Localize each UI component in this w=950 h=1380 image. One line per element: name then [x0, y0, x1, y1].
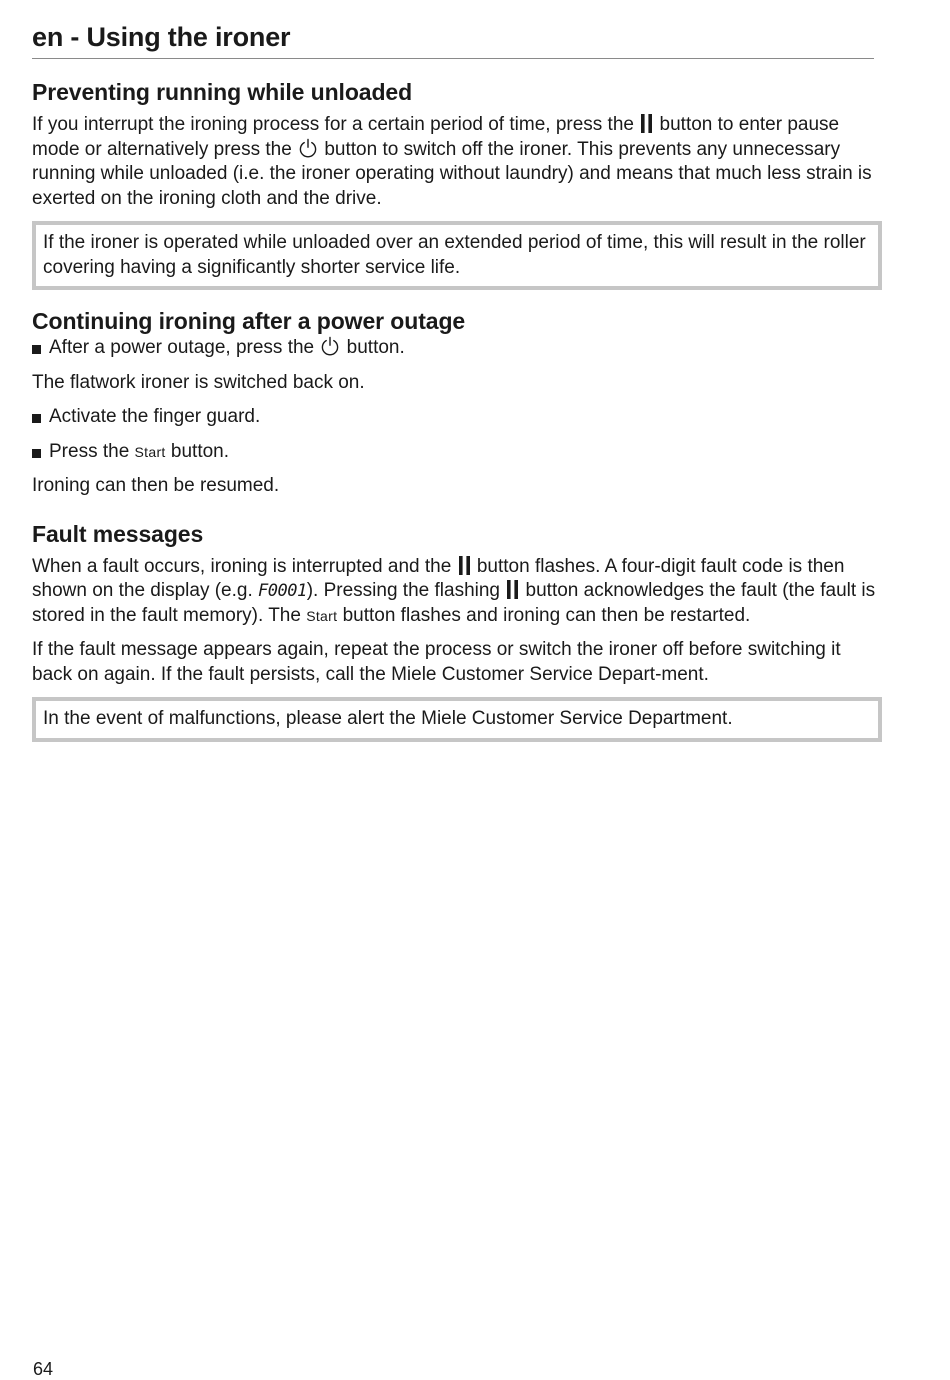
page-title: en - Using the ironer [32, 22, 291, 52]
pause-icon [458, 556, 471, 575]
step-press-power: After a power outage, press the button. [32, 336, 878, 361]
fault-paragraph-1: When a fault occurs, ironing is interrupted and the button flashes. A four-digit fault code is then shown on the display (e.g. F0001). Pressing the flashing button acknowledges the fault (the fault is stored in the fault memory). The Start button flashes and ironing can then be restarted. [32, 555, 876, 626]
bullet-square-icon [32, 449, 41, 458]
step-press-start: Press the Start button. [32, 440, 878, 465]
pause-icon [640, 114, 653, 133]
power-outage-steps [32, 336, 878, 361]
start-button-label: Start [134, 443, 166, 460]
power-icon [298, 138, 318, 158]
pause-icon [506, 580, 519, 599]
result-resumed: Ironing can then be resumed. [32, 475, 280, 496]
manual-page [32, 0, 878, 742]
page-number: 64 [33, 1359, 54, 1379]
section-title-preventing-unloaded: Preventing running while unloaded [32, 79, 413, 105]
unloaded-paragraph: If you interrupt the ironing process for a certain period of time, press the button to enter pause mode or alternatively press the button to switch off the ironer. This prevents any unnecessary running while unloaded (i.e. the ironer operating without laundry) and means that much less strain is exerted on the ironing cloth and the drive. [32, 114, 872, 209]
bullet-square-icon [32, 414, 41, 423]
section-title-fault-messages: Fault messages [32, 520, 204, 547]
power-icon [320, 336, 340, 356]
malfunction-note: In the event of malfunctions, please alert the Miele Customer Service Department. [32, 697, 882, 742]
start-button-label: Start [306, 607, 338, 624]
fault-paragraph-2: If the fault message appears again, repeat the process or switch the ironer off before switching it back on again. If the fault persists, call the Miele Customer Service Depart-ment. [32, 639, 841, 685]
service-life-note: If the ironer is operated while unloaded over an extended period of time, this will result in the roller covering having a significantly shorter service life. [32, 221, 882, 290]
step-activate-finger-guard: Activate the finger guard. [32, 405, 878, 430]
section-title-power-outage: Continuing ironing after a power outage [32, 308, 466, 334]
result-switched-on: The flatwork ironer is switched back on. [32, 371, 365, 393]
page-header [32, 20, 874, 59]
fault-code-display: F0001 [258, 581, 307, 601]
bullet-square-icon [32, 345, 41, 354]
